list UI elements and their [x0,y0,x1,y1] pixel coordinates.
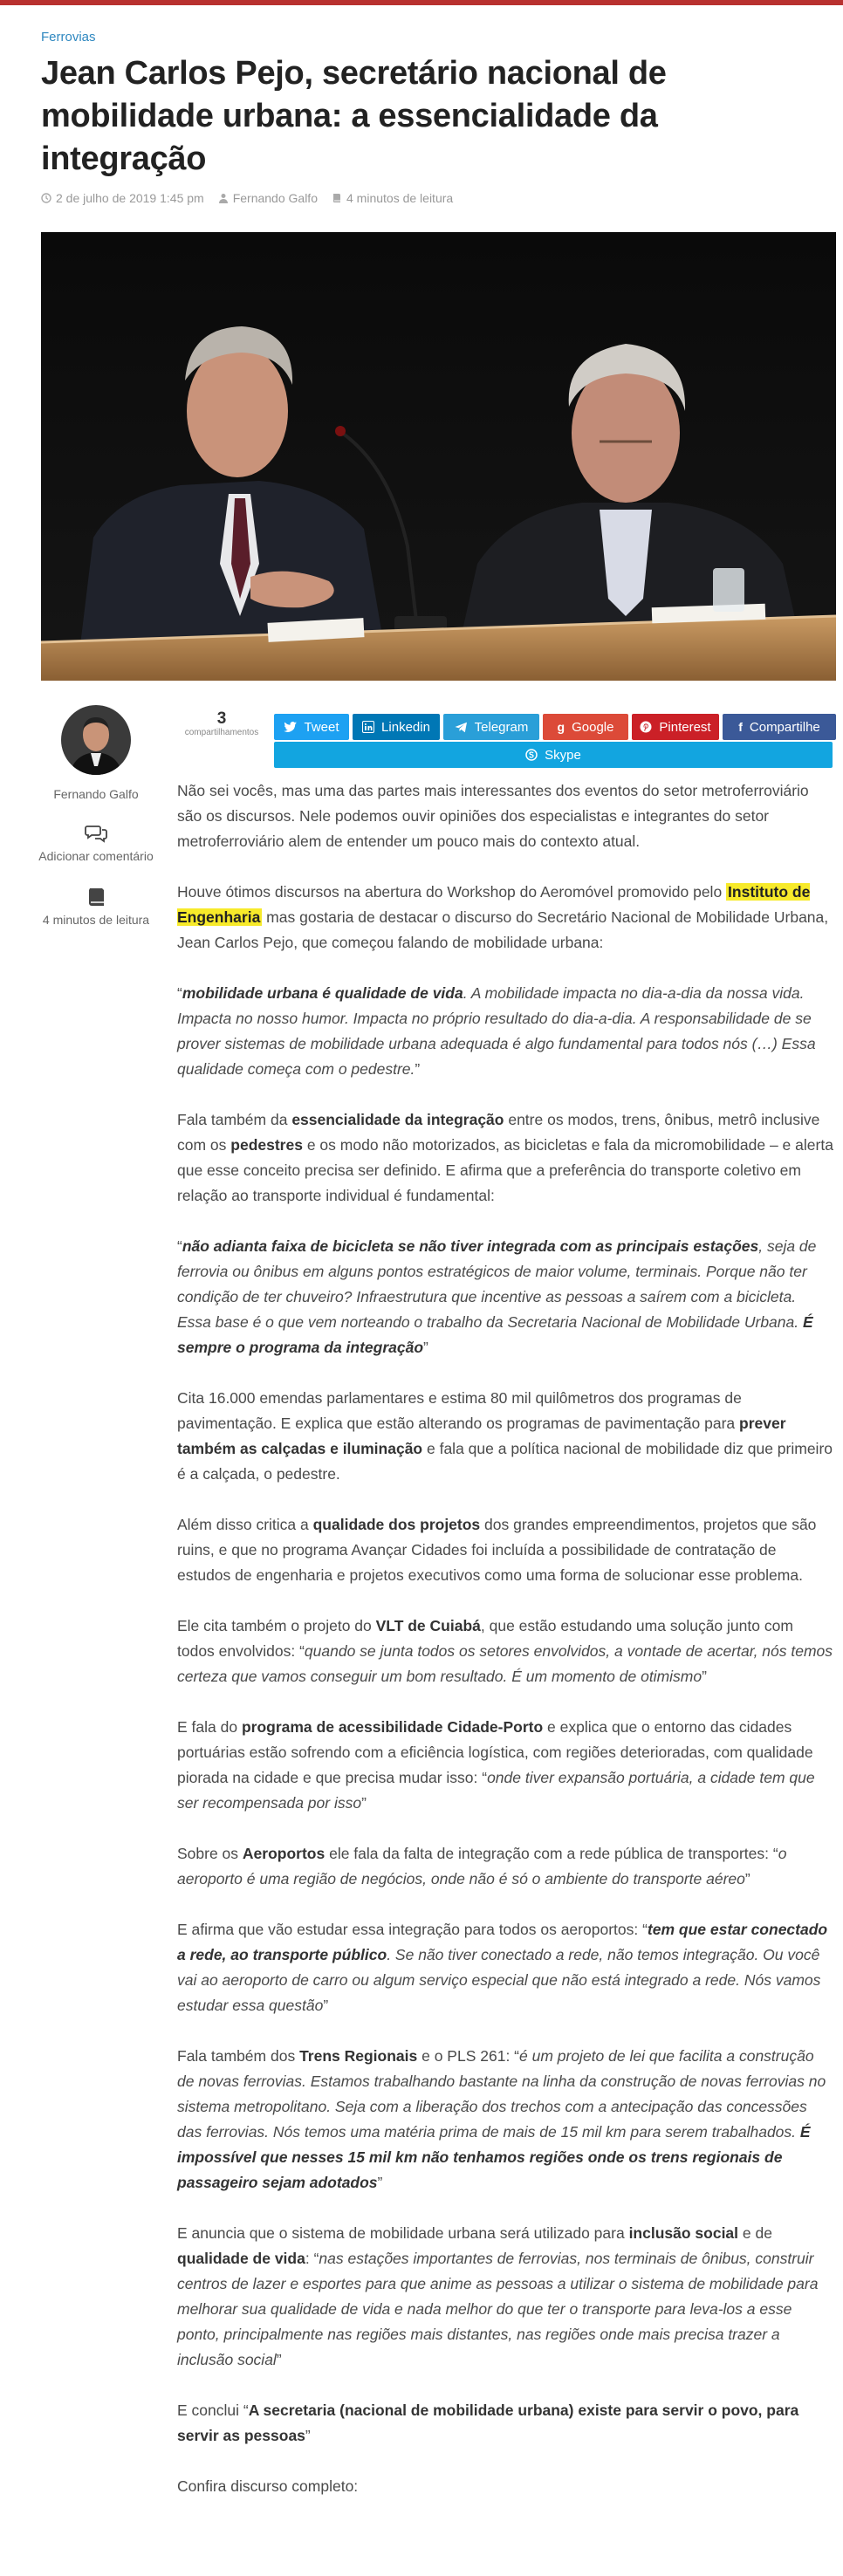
top-accent-bar [0,0,843,5]
paragraph: Confira discurso completo: [177,2477,359,2495]
avatar-image [61,705,131,775]
instituto-engenharia-link[interactable]: Instituto de Engenharia [177,883,811,926]
paragraph: E fala do programa de acessibilidade Cidade-Porto e explica que o entorno das cidades portuárias estão sofrendo com a eficiência logística, com regiões deterioradas, com qualidade piorada na cidade e que precisa mudar isso: “onde tiver expansão portuária, a cidade tem que ser recompensada por isso” [177,1718,815,1812]
post-date: 2 de julho de 2019 1:45 pm [41,191,204,205]
author-sidebar [35,705,157,928]
pinterest-icon [640,721,652,733]
category-link[interactable]: Ferrovias [41,30,96,45]
post-meta [41,191,453,205]
featured-photo [41,232,836,681]
facebook-icon: f [738,720,743,734]
comments-icon [85,824,107,843]
paragraph: E conclui “A secretaria (nacional de mobilidade urbana) existe para servir o povo, para servir as pessoas” [177,2401,799,2444]
share-count-label: compartilhamentos [184,728,259,737]
share-linkedin-button[interactable]: Linkedin [353,714,440,740]
sidebar-reading-time: 4 minutos de leitura [35,887,157,928]
twitter-icon [284,722,297,733]
book-icon [332,193,342,203]
google-icon: g [557,720,565,734]
share-counter [175,710,269,737]
paragraph: E afirma que vão estudar essa integração para todos os aeroportos: “tem que estar conectado a rede, ao transporte público. Se não tiver conectado a rede, não temos integração. Ou você vai ao aeroporto de carro ou algum serviço especial que não está integrado a rede. Nós vamos estudar essa questão” [177,1921,828,2014]
user-icon [218,193,229,203]
share-facebook-button[interactable]: f Compartilhe [723,714,836,740]
skype-icon [525,749,538,761]
article-body [177,778,833,2525]
share-tweet-button[interactable]: Tweet [274,714,349,740]
share-count-number: 3 [216,709,227,728]
post-reading-time: 4 minutos de leitura [332,191,453,205]
paragraph: E anuncia que o sistema de mobilidade urbana será utilizado para inclusão social e de qualidade de vida: “nas estações importantes de ferrovias, nos terminais de ônibus, construir centros de lazer e esportes para que anime as pessoas a utilizar o sistema de mobilidade para melhorar sua qualidade de vida e nada melhor do que ter o transporte para leva-los a esse ponto, principalmente nas regiões mais distantes, nas regiões onde mais precisa trazer a inclusão social” [177,2224,819,2368]
paragraph: Fala também dos Trens Regionais e o PLS 261: “é um projeto de lei que facilita a construção de novas ferrovias. Estamos trabalhando bastante na linha da construção de novas ferrovias no sistema metropolitano. Seja com a liberação dos trechos com a antecipação das concessões das ferrovias. Nós temos uma matéria prima de mais de 15 mil km para serem trabalhados. É impossível que nesses 15 mil km não tenhamos regiões onde os trens regionais de passageiro sejam adotados” [177,2047,826,2191]
paragraph: Não sei vocês, mas uma das partes mais interessantes dos eventos do setor metroferroviário são os discursos. Nele podemos ouvir opiniões dos especialistas e integrantes do setor metroferroviário alem de entender um pouco mais do contexto atual. [177,782,809,850]
quote: “mobilidade urbana é qualidade de vida. A mobilidade impacta no dia-a-dia da nossa vida. Impacta no nosso humor. Impacta no próprio resultado do dia-a-dia. A responsabilidade de se prover sistemas de mobilidade urbana adequada é algo fundamental para todos nós (…) Essa qualidade começa com o pedestre.” [177,984,816,1078]
share-telegram-button[interactable]: Telegram [443,714,539,740]
clock-icon [41,193,51,203]
add-comment-button[interactable]: Adicionar comentário [35,824,157,865]
linkedin-icon [362,721,374,733]
quote: “não adianta faixa de bicicleta se não tiver integrada com as principais estações, seja de ferrovia ou ônibus em alguns pontos estratégicos de maior volume, terminais. Porque não ter condição de ter chuveiro? Infraestrutura que incentive as pessoas a saírem com a bicicleta. Essa base é o que vem norteando o trabalho da Secretaria Nacional de Mobilidade Urbana. É sempre o programa da integração” [177,1237,817,1356]
telegram-icon [455,722,468,733]
paragraph: Fala também da essencialidade da integração entre os modos, trens, ônibus, metrô inclusive com os pedestres e os modo não motorizados, as bicicletas e fala da micromobilidade – e alerta que esse conceito precisa ser definido. E afirma que a preferência do transporte coletivo em relação ao transporte individual é fundamental: [177,1111,833,1204]
paragraph: Cita 16.000 emendas parlamentares e estima 80 mil quilômetros dos programas de pavimentação. E explica que estão alterando os programas de pavimentação para prever também as calçadas e iluminação e fala que a política nacional de mobilidade diz que primeiro é a calçada, o pedestre. [177,1389,833,1483]
page-title: Jean Carlos Pejo, secretário nacional de mobilidade urbana: a essencialidade da integração [41,55,667,177]
paragraph: Sobre os Aeroportos ele fala da falta de integração com a rede pública de transportes: “o aeroporto é uma região de negócios, onde não é só o ambiente do transporte aéreo” [177,1845,787,1887]
share-skype-button[interactable]: Skype [274,742,833,768]
paragraph: Ele cita também o projeto do VLT de Cuiabá, que estão estudando uma solução junto com todos envolvidos: “quando se junta todos os setores envolvidos, a vontade de acertar, nós temos certeza que vamos conseguir um bom resultado. É um momento de otimismo” [177,1617,833,1685]
featured-image [41,232,836,681]
share-google-button[interactable]: g Google [543,714,628,740]
share-pinterest-button[interactable]: Pinterest [632,714,719,740]
book-icon [85,887,107,907]
post-author[interactable]: Fernando Galfo [218,191,318,205]
paragraph: Houve ótimos discursos na abertura do Workshop do Aeromóvel promovido pelo Instituto de Engenharia mas gostaria de destacar o discurso do Secretário Nacional de Mobilidade Urbana, Jean Carlos Pejo, que começou falando de mobilidade urbana: [177,883,829,951]
sidebar-author-name[interactable]: Fernando Galfo [53,787,139,801]
author-avatar[interactable] [61,705,131,775]
paragraph: Além disso critica a qualidade dos projetos dos grandes empreendimentos, projetos que são ruins, e que no programa Avançar Cidades foi incluída a possibilidade de contratação de estudos de engenharia e projetos executivos como uma forma de solucionar esse problema. [177,1516,817,1584]
share-buttons [274,714,836,740]
